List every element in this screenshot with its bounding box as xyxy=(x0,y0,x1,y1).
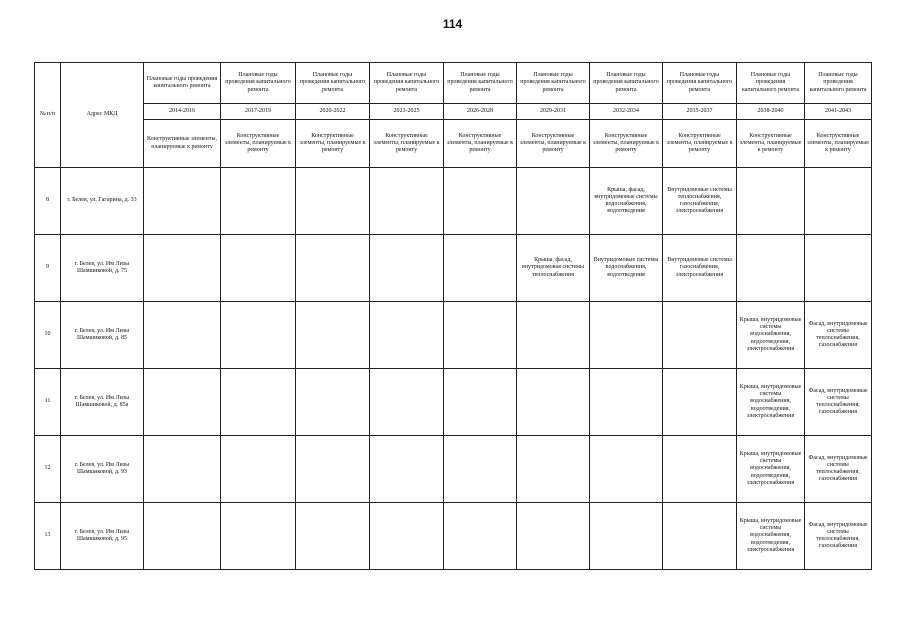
elements-label-header: Конструктивные элементы, планируемые к ремонту xyxy=(221,120,296,168)
repair-elements-cell xyxy=(370,235,444,302)
elements-label-header: Конструктивные элементы, планируемые к ремонту xyxy=(517,120,590,168)
repair-elements-cell: Внутридомовые системы газоснабжения, электроснабжения xyxy=(663,235,737,302)
repair-elements-cell: Фасад, внутридомовые системы теплоснабжения, газоснабжения xyxy=(805,436,872,503)
period-title-header: Плановые годы проведения капитального ремонта xyxy=(663,63,737,104)
repair-elements-cell xyxy=(590,302,663,369)
repair-elements-cell: Внутридомовые системы водоснабжения, водоотведения xyxy=(590,235,663,302)
repair-elements-cell xyxy=(296,235,370,302)
row-number: 13 xyxy=(35,503,61,570)
repair-elements-cell: Внутридомовые системы теплоснабжения, газоснабжения, электроснабжения xyxy=(663,168,737,235)
elements-label-header: Конструктивные элементы, планируемые к ремонту xyxy=(144,120,221,168)
row-address: г. Белев, ул. Им Лизы Шамшиковой, д. 95 xyxy=(61,503,144,570)
year-range-header: 2029-2031 xyxy=(517,104,590,120)
repair-elements-cell xyxy=(221,302,296,369)
repair-elements-cell xyxy=(370,168,444,235)
table-body xyxy=(35,168,872,570)
row-number: 12 xyxy=(35,436,61,503)
repair-elements-cell: Крыша, фасад, внутридомовая системы теплоснабжения xyxy=(517,235,590,302)
header-row-elements xyxy=(35,120,872,168)
table-row xyxy=(35,503,872,570)
repair-elements-cell xyxy=(144,302,221,369)
period-title-header: Плановые годы проведения капитального ремонта xyxy=(444,63,517,104)
repair-elements-cell xyxy=(221,235,296,302)
elements-label-header: Конструктивные элементы, планируемые к ремонту xyxy=(444,120,517,168)
repair-elements-cell xyxy=(444,235,517,302)
repair-elements-cell xyxy=(805,168,872,235)
repair-elements-cell xyxy=(517,436,590,503)
period-title-header: Плановые годы проведения капитального ремонта xyxy=(590,63,663,104)
repair-elements-cell xyxy=(296,168,370,235)
repair-elements-cell xyxy=(144,168,221,235)
repair-elements-cell: Крыша, внутридомовые системы водоснабжения, водоотведения, электроснабжения xyxy=(737,302,805,369)
repair-elements-cell xyxy=(370,503,444,570)
repair-elements-cell xyxy=(370,369,444,436)
repair-elements-cell xyxy=(296,436,370,503)
repair-elements-cell xyxy=(370,302,444,369)
table-row xyxy=(35,436,872,503)
period-title-header: Плановые годы проведения капитального ремонта xyxy=(737,63,805,104)
repair-elements-cell xyxy=(444,503,517,570)
year-range-header: 2017-2019 xyxy=(221,104,296,120)
table-header xyxy=(35,63,872,168)
repair-elements-cell xyxy=(296,302,370,369)
elements-label-header: Конструктивные элементы, планируемые к ремонту xyxy=(296,120,370,168)
repair-elements-cell xyxy=(517,503,590,570)
year-range-header: 2023-2025 xyxy=(370,104,444,120)
repair-elements-cell xyxy=(737,168,805,235)
row-number: 10 xyxy=(35,302,61,369)
repair-elements-cell xyxy=(221,436,296,503)
row-address: г. Белев, ул. Им Лизы Шамшиковой, д. 85 xyxy=(61,302,144,369)
elements-label-header: Конструктивные элементы, планируемые к ремонту xyxy=(590,120,663,168)
period-title-header: Плановые годы проведения капитального ремонта xyxy=(296,63,370,104)
repair-elements-cell: Крыша, фасад, внутридомовые системы водоснабжения, водоотведения xyxy=(590,168,663,235)
row-number: 9 xyxy=(35,235,61,302)
table-row xyxy=(35,369,872,436)
column-header-address: Адрес МКД xyxy=(61,63,144,168)
repair-elements-cell xyxy=(663,302,737,369)
repair-elements-cell xyxy=(221,168,296,235)
repair-elements-cell xyxy=(221,369,296,436)
repair-elements-cell: Крыша, внутридомовые системы водоснабжения, водоотведения, электроснабжения xyxy=(737,503,805,570)
year-range-header: 2032-2034 xyxy=(590,104,663,120)
repair-elements-cell xyxy=(370,436,444,503)
repair-elements-cell xyxy=(590,503,663,570)
period-title-header: Плановые годы проведения капитального ремонта xyxy=(805,63,872,104)
year-range-header: 2020-2022 xyxy=(296,104,370,120)
repair-elements-cell xyxy=(221,503,296,570)
period-title-header: Плановые годы проведения капитального ремонта xyxy=(221,63,296,104)
repair-elements-cell: Фасад, внутридомовые системы теплоснабжения, газоснабжения xyxy=(805,503,872,570)
repair-elements-cell xyxy=(590,369,663,436)
repair-elements-cell xyxy=(296,369,370,436)
repair-elements-cell xyxy=(444,436,517,503)
period-title-header: Плановые годы проведения капитального ремонта xyxy=(370,63,444,104)
header-row-period xyxy=(35,63,872,104)
repair-elements-cell: Крыша, внутридомовые системы водоснабжения, водоотведения, электроснабжения xyxy=(737,436,805,503)
header-row-years xyxy=(35,104,872,120)
repair-elements-cell xyxy=(663,436,737,503)
repair-elements-cell xyxy=(144,369,221,436)
repair-elements-cell xyxy=(444,168,517,235)
period-title-header: Плановые годы проведения капитального ремонта xyxy=(517,63,590,104)
repair-elements-cell xyxy=(517,168,590,235)
row-number: 11 xyxy=(35,369,61,436)
page-number: 114 xyxy=(442,17,463,31)
repair-elements-cell: Фасад, внутридомовые системы теплоснабжения, газоснабжения xyxy=(805,369,872,436)
table-row xyxy=(35,302,872,369)
repair-elements-cell xyxy=(517,369,590,436)
repair-elements-cell: Крыша, внутридомовые системы водоснабжения, водоотведения, электроснабжения xyxy=(737,369,805,436)
table-row xyxy=(35,168,872,235)
row-address: г. Белев, ул. Гагарина, д. 33 xyxy=(61,168,144,235)
capital-repair-plan-table xyxy=(34,62,872,570)
repair-elements-cell xyxy=(144,503,221,570)
elements-label-header: Конструктивные элементы, планируемые к ремонту xyxy=(663,120,737,168)
repair-elements-cell xyxy=(296,503,370,570)
repair-elements-cell xyxy=(444,302,517,369)
repair-elements-cell xyxy=(144,235,221,302)
row-address: г. Белев, ул. Им Лизы Шамшиковой, д. 85а xyxy=(61,369,144,436)
repair-elements-cell xyxy=(805,235,872,302)
year-range-header: 2035-2037 xyxy=(663,104,737,120)
year-range-header: 2041-2043 xyxy=(805,104,872,120)
year-range-header: 2014-2016 xyxy=(144,104,221,120)
elements-label-header: Конструктивные элементы, планируемые к ремонту xyxy=(805,120,872,168)
row-number: 8 xyxy=(35,168,61,235)
elements-label-header: Конструктивные элементы, планируемые к ремонту xyxy=(737,120,805,168)
repair-elements-cell xyxy=(444,369,517,436)
repair-elements-cell xyxy=(663,369,737,436)
repair-elements-cell xyxy=(517,302,590,369)
repair-elements-cell xyxy=(144,436,221,503)
repair-elements-cell: Фасад, внутридомовые системы теплоснабжения, газоснабжения xyxy=(805,302,872,369)
row-address: г. Белев, ул. Им Лизы Шамшиковой, д. 93 xyxy=(61,436,144,503)
year-range-header: 2038-2040 xyxy=(737,104,805,120)
period-title-header: Плановые годы проведения капитального ремонта xyxy=(144,63,221,104)
repair-elements-cell xyxy=(663,503,737,570)
repair-elements-cell xyxy=(737,235,805,302)
elements-label-header: Конструктивные элементы, планируемые к ремонту xyxy=(370,120,444,168)
column-header-number: № п/п xyxy=(35,63,61,168)
row-address: г. Белев, ул. Им Лизы Шамшиковой, д. 75 xyxy=(61,235,144,302)
repair-elements-cell xyxy=(590,436,663,503)
year-range-header: 2026-2028 xyxy=(444,104,517,120)
table-row xyxy=(35,235,872,302)
